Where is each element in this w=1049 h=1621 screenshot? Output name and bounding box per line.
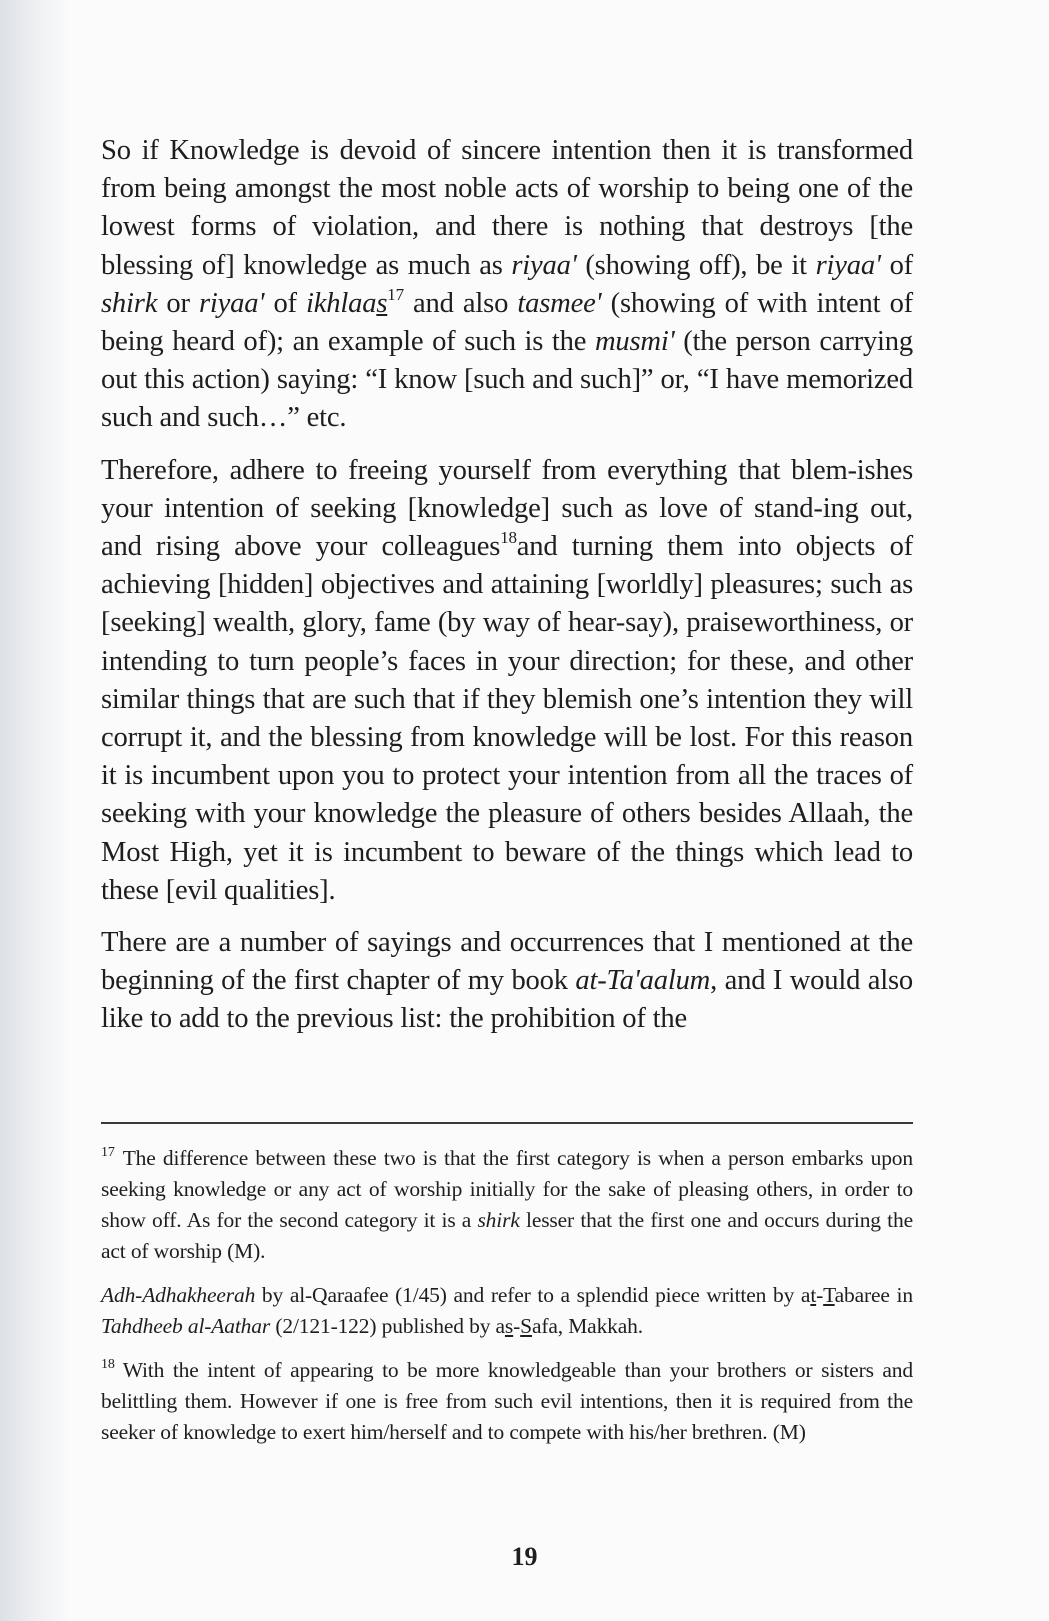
text-run: - — [816, 1283, 824, 1307]
text-run: or — [157, 287, 199, 319]
text-run: ikhlaa — [306, 287, 377, 319]
text-run: The difference between these two is that the first category is when a person embarks upon seeking knowledge or any act of worship initially for the sake of pleasing others, in order to show off. As for the second category it is a — [101, 1146, 913, 1232]
page-gutter-shadow — [0, 0, 70, 1621]
italic-term: riyaa' — [815, 249, 881, 281]
text-run: - — [513, 1314, 521, 1338]
italic-book-title: Tahdheeb al-Aathar — [101, 1314, 271, 1338]
footnote-separator — [101, 1122, 913, 1124]
footnote-ref-18[interactable]: 18 — [500, 528, 517, 548]
italic-term: tasmee' — [517, 287, 602, 319]
text-run: of — [264, 287, 307, 319]
italic-term: riyaa' — [511, 249, 577, 281]
text-run: , and I would also like to add to the previous list: the prohibition of the — [101, 965, 914, 1035]
text-run: Therefore, adhere to freeing yourself from everything that blem-ishes your intention of seeking [knowledge] such as love of stand-ing out, and rising above your colleagues — [101, 454, 913, 563]
text-run: by al-Qaraafee (1/45) and refer to a splendid piece written by a — [255, 1283, 811, 1307]
italic-book-title: at-Ta'aalum — [575, 965, 711, 997]
text-run: With the intent of appearing to be more knowledgeable than your brothers or sisters and belittling them. However if one is free from such evil intentions, then it is required from the seeker of knowledge to exert him/herself and to compete with his/her brethren. (M) — [101, 1358, 913, 1444]
underlined-letter: t — [810, 1283, 817, 1307]
underlined-letter: s — [376, 287, 388, 319]
paragraph-1 — [101, 132, 913, 438]
text-run: lesser that the first one and occurs during the act of worship (M). — [101, 1208, 913, 1263]
footnote-17-continued — [101, 1280, 913, 1342]
footnote-marker: 18 — [101, 1357, 115, 1372]
text-run: (showing off), be it — [576, 249, 816, 281]
text-run: of — [880, 249, 913, 281]
text-run: and turning them into objects of achieving [hidden] objectives and attaining [worldly] pleasures; such as [seeking] wealth, glory, fame (by way of hear-say), praiseworthiness, or intending to turn people’s faces in your direction; for these, and other similar things that are such that if they blemish one’s intention they will corrupt it, and the blessing from knowledge will be lost. For this reason it is incumbent upon you to protect your intention from all the traces of seeking with your knowledge the pleasure of others besides Allaah, the Most High, yet it is incumbent to beware of the things which lead to these [evil qualities]. — [101, 531, 913, 906]
page-number: 19 — [511, 1542, 538, 1571]
paragraph-2 — [101, 452, 913, 910]
italic-term: shirk — [477, 1208, 520, 1232]
italic-term — [306, 288, 387, 319]
footnote-ref-17[interactable]: 17 — [387, 284, 404, 304]
underlined-letter: s — [504, 1314, 514, 1338]
text-run: (the person carrying out this action) saying: “I know [such and such]” or, “I have memorized such and such…” etc. — [101, 326, 913, 434]
text-run: There are a number of sayings and occurrences that I mentioned at the beginning of the first chapter of my book — [101, 927, 913, 997]
text-run: afa, Makkah. — [531, 1314, 643, 1338]
text-run: and also — [403, 287, 518, 319]
footnote-marker: 17 — [101, 1145, 115, 1160]
paragraph-3 — [101, 924, 913, 1039]
italic-term: riyaa' — [198, 287, 265, 319]
italic-book-title: Adh-Adhakheerah — [101, 1283, 256, 1307]
text-run: (2/121-122) published by a — [270, 1314, 505, 1338]
underlined-letter: T — [823, 1283, 835, 1307]
italic-term: musmi' — [594, 326, 675, 358]
footnote-17 — [101, 1143, 913, 1267]
text-run: abaree in — [834, 1283, 913, 1307]
footnotes — [101, 1143, 913, 1461]
italic-term: shirk — [101, 287, 158, 319]
footnote-18 — [101, 1355, 913, 1448]
underlined-letter: S — [520, 1314, 532, 1338]
text-run: (showing of with intent of being heard of); an example of such is the — [101, 287, 913, 358]
body-text — [101, 132, 913, 1053]
text-run: So if Knowledge is devoid of sincere intention then it is transformed from being amongst the most noble acts of worship to being one of the lowest forms of violation, and there is nothing that destroys [the blessing of] knowledge as much as — [101, 135, 913, 281]
